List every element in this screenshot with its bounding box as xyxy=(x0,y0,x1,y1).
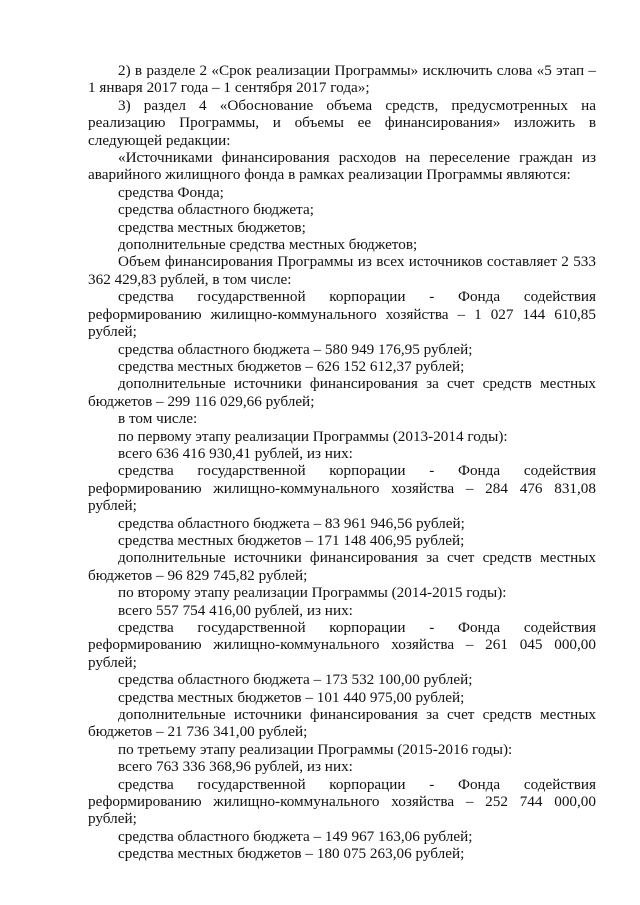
paragraph-stage-3-heading: по третьему этапу реализации Программы (2015-2016 годы): xyxy=(118,740,513,758)
paragraph-stage-2-regional: средства областного бюджета – 173 532 100,00 рублей; xyxy=(118,671,473,689)
paragraph-stage-2-fund: средства государственной корпорации - Фонда содействия реформированию жилищно-коммунального хозяйства – 261 045 000,00 рублей; xyxy=(88,619,596,671)
paragraph-stage-2-total: всего 557 754 416,00 рублей, из них: xyxy=(118,601,353,619)
paragraph-total-volume: Объем финансирования Программы из всех источников составляет 2 533 362 429,83 рублей, в том числе: xyxy=(88,253,596,288)
paragraph-total-additional: дополнительные источники финансирования за счет средств местных бюджетов – 299 116 029,66 рублей; xyxy=(88,375,596,410)
paragraph-source-regional-budget: средства областного бюджета; xyxy=(118,201,314,219)
paragraph-total-fund: средства государственной корпорации - Фонда содействия реформированию жилищно-коммунального хозяйства – 1 027 144 610,85 рублей; xyxy=(88,288,596,341)
paragraph-stage-1-local: средства местных бюджетов – 171 148 406,95 рублей; xyxy=(118,531,465,549)
paragraph-stage-2-additional: дополнительные источники финансирования за счет средств местных бюджетов – 21 736 341,00 рублей; xyxy=(88,706,596,741)
paragraph-stage-2-local: средства местных бюджетов – 101 440 975,00 рублей; xyxy=(118,688,465,706)
paragraph-source-additional-local: дополнительные средства местных бюджетов; xyxy=(118,236,418,254)
paragraph-item-3-section-4: 3) раздел 4 «Обоснование объема средств, предусмотренных на реализацию Программы, и объемы ее финансирования» изложить в следующей редакции: xyxy=(88,96,596,149)
paragraph-source-local-budgets: средства местных бюджетов; xyxy=(118,218,306,236)
paragraph-total-local: средства местных бюджетов – 626 152 612,37 рублей; xyxy=(118,357,465,375)
paragraph-stage-1-fund: средства государственной корпорации - Фонда содействия реформированию жилищно-коммунального хозяйства – 284 476 831,08 рублей; xyxy=(88,462,596,515)
paragraph-total-regional: средства областного бюджета – 580 949 176,95 рублей; xyxy=(118,340,473,358)
paragraph-source-fund: средства Фонда; xyxy=(118,183,224,201)
paragraph-stage-3-fund: средства государственной корпорации - Фонда содействия реформированию жилищно-коммунального хозяйства – 252 744 000,00 рублей; xyxy=(88,775,596,828)
paragraph-stage-3-total: всего 763 336 368,96 рублей, из них: xyxy=(118,758,353,776)
document-page xyxy=(88,62,596,863)
paragraph-stage-1-additional: дополнительные источники финансирования за счет средств местных бюджетов – 96 829 745,82 рублей; xyxy=(88,549,596,584)
paragraph-stage-3-regional: средства областного бюджета – 149 967 163,06 рублей; xyxy=(118,827,473,845)
paragraph-including: в том числе: xyxy=(118,410,198,428)
paragraph-funding-sources-intro: «Источниками финансирования расходов на переселение граждан из аварийного жилищного фонда в рамках реализации Программы являются: xyxy=(88,149,596,184)
paragraph-stage-1-heading: по первому этапу реализации Программы (2013-2014 годы): xyxy=(118,427,508,445)
paragraph-stage-2-heading: по второму этапу реализации Программы (2014-2015 годы): xyxy=(118,584,507,602)
paragraph-item-2-stage-removal: 2) в разделе 2 «Срок реализации Программы» исключить слова «5 этап – 1 января 2017 года – 1 сентября 2017 года»; xyxy=(88,62,596,97)
paragraph-stage-1-regional: средства областного бюджета – 83 961 946,56 рублей; xyxy=(118,514,465,532)
paragraph-stage-1-total: всего 636 416 930,41 рублей, из них: xyxy=(118,444,353,462)
paragraph-stage-3-local: средства местных бюджетов – 180 075 263,06 рублей; xyxy=(118,845,465,863)
